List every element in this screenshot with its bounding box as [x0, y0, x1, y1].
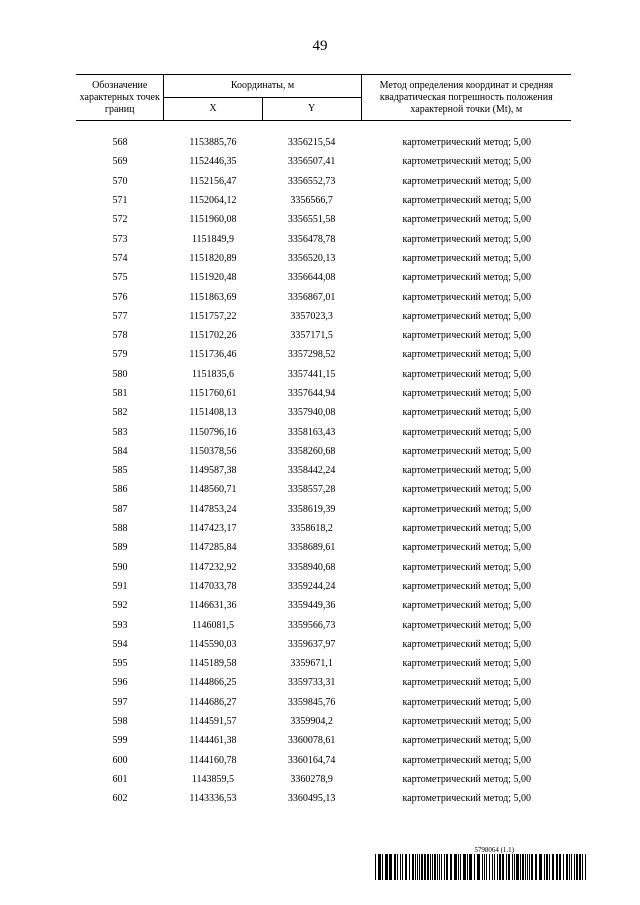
x-cell: 1145189,58	[189, 658, 237, 670]
barcode-bar	[446, 854, 448, 880]
barcode-bar	[489, 854, 490, 880]
y-cell: 3359733,31	[287, 677, 336, 689]
table-row	[76, 229, 571, 248]
method-cell: картометрический метод; 5,00	[402, 349, 531, 361]
x-cell: 1144160,78	[189, 754, 237, 766]
point-id-cell: 580	[112, 368, 128, 380]
barcode-bar	[566, 854, 568, 880]
barcode-bar	[409, 854, 410, 880]
barcode-bar	[502, 854, 504, 880]
point-id-cell: 599	[112, 735, 128, 747]
barcode-bar	[450, 854, 452, 880]
method-cell: картометрический метод; 5,00	[402, 619, 531, 631]
method-cell: картометрический метод; 5,00	[402, 600, 531, 612]
x-cell: 1144866,25	[189, 677, 237, 689]
barcode-bar	[535, 854, 537, 880]
method-cell: картометрический метод; 5,00	[402, 445, 531, 457]
x-cell: 1151757,22	[189, 310, 237, 322]
point-id-cell: 584	[112, 445, 128, 457]
table-row	[76, 673, 571, 692]
table-row	[76, 152, 571, 171]
table-row	[76, 210, 571, 229]
x-cell: 1144461,38	[189, 735, 237, 747]
barcode-bar	[482, 854, 483, 880]
barcode-bar	[508, 854, 510, 880]
point-id-cell: 572	[112, 214, 128, 226]
barcode-bar	[527, 854, 528, 880]
barcode-bar	[421, 854, 423, 880]
x-cell: 1147853,24	[189, 503, 237, 515]
y-cell: 3357644,94	[287, 388, 336, 399]
barcode-bar	[400, 854, 401, 880]
x-cell: 1152064,12	[189, 195, 237, 207]
x-cell: 1151736,46	[189, 349, 237, 361]
method-cell: картометрический метод; 5,00	[402, 561, 531, 573]
barcode-bar	[516, 854, 519, 880]
y-cell: 3356478,78	[287, 233, 336, 245]
y-cell: 3356507,41	[287, 156, 336, 168]
barcode-bar	[484, 854, 485, 880]
y-cell: 3360078,61	[287, 735, 336, 747]
point-id-cell: 577	[112, 310, 128, 322]
y-cell: 3358618,2	[290, 523, 333, 535]
method-cell: картометрический метод; 5,00	[402, 677, 531, 689]
y-cell: 3356520,13	[287, 252, 336, 264]
barcode-bar	[574, 854, 575, 880]
method-cell: картометрический метод; 5,00	[402, 773, 531, 785]
point-id-cell: 583	[112, 426, 128, 438]
header-x: X	[164, 98, 262, 121]
x-cell: 1151702,26	[189, 330, 237, 342]
x-cell: 1150796,16	[189, 426, 237, 438]
barcode-bar	[458, 854, 459, 880]
table-row	[76, 519, 571, 538]
barcode-bar	[494, 854, 495, 880]
method-cell: картометрический метод; 5,00	[402, 465, 531, 477]
x-cell: 1151835,6	[191, 368, 235, 380]
point-id-cell: 570	[112, 175, 128, 187]
barcode-bar	[430, 854, 431, 880]
point-id-cell: 601	[112, 773, 128, 785]
table-row	[76, 268, 571, 287]
barcode-bar	[469, 854, 472, 880]
point-id-cell: 586	[112, 484, 128, 496]
method-cell: картометрический метод; 5,00	[402, 658, 531, 670]
x-cell: 1146081,5	[191, 619, 235, 631]
point-id-cell: 595	[112, 658, 128, 670]
barcode-bar	[552, 854, 554, 880]
method-cell: картометрический метод; 5,00	[402, 407, 531, 419]
barcode-bar	[441, 854, 442, 880]
point-id-cell: 582	[112, 407, 128, 419]
point-id-cell: 598	[112, 716, 128, 728]
barcode-bar	[434, 854, 436, 880]
method-cell: картометрический метод; 5,00	[402, 735, 531, 747]
header-coordinates: Координаты, м	[164, 75, 361, 98]
point-id-cell: 587	[112, 503, 128, 515]
barcode-bar	[427, 854, 429, 880]
barcode-bar	[437, 854, 438, 880]
table-row	[76, 751, 571, 770]
barcode-bar	[512, 854, 513, 880]
table-row	[76, 480, 571, 499]
barcode-bar	[405, 854, 407, 880]
method-cell: картометрический метод; 5,00	[402, 793, 531, 805]
y-cell: 3358940,68	[287, 561, 336, 573]
x-cell: 1147033,78	[189, 580, 237, 592]
table-row	[76, 326, 571, 345]
point-id-cell: 593	[112, 619, 128, 631]
method-cell: картометрический метод; 5,00	[402, 523, 531, 535]
y-cell: 3356215,54	[287, 137, 336, 149]
x-cell: 1144591,57	[189, 716, 237, 728]
barcode-bar	[454, 854, 457, 880]
method-cell: картометрический метод; 5,00	[402, 580, 531, 592]
table-row	[76, 596, 571, 615]
barcode-bar	[467, 854, 468, 880]
y-cell: 3358619,39	[287, 503, 336, 515]
table-row	[76, 500, 571, 519]
barcode-bar	[463, 854, 466, 880]
y-cell: 3360495,13	[287, 793, 336, 805]
table-row	[76, 538, 571, 557]
table-row	[76, 172, 571, 191]
x-cell: 1151760,61	[189, 388, 237, 399]
coordinates-table	[76, 74, 571, 808]
x-cell: 1151408,13	[189, 407, 237, 419]
method-cell: картометрический метод; 5,00	[402, 291, 531, 303]
x-cell: 1152156,47	[189, 175, 237, 187]
method-cell: картометрический метод; 5,00	[402, 310, 531, 322]
point-id-cell: 569	[112, 156, 128, 168]
barcode-bar	[460, 854, 461, 880]
y-cell: 3357171,5	[290, 330, 333, 342]
y-cell: 3358689,61	[287, 542, 336, 554]
y-cell: 3359904,2	[290, 716, 333, 728]
barcode-bar	[417, 854, 418, 880]
barcode-bar	[444, 854, 445, 880]
barcode-icon	[375, 854, 590, 880]
point-id-cell: 594	[112, 638, 128, 650]
x-cell: 1143859,5	[191, 773, 235, 785]
point-id-cell: 590	[112, 561, 128, 573]
method-cell: картометрический метод; 5,00	[402, 156, 531, 168]
barcode-bar	[546, 854, 548, 880]
barcode-bar	[539, 854, 542, 880]
method-cell: картометрический метод; 5,00	[402, 233, 531, 245]
table-row	[76, 249, 571, 268]
barcode-bar	[432, 854, 433, 880]
y-cell: 3357023,3	[290, 310, 333, 322]
table-row	[76, 345, 571, 364]
table-row	[76, 577, 571, 596]
barcode-bar	[585, 854, 586, 880]
y-cell: 3358163,43	[287, 426, 336, 438]
table-row	[76, 712, 571, 731]
x-cell: 1151920,48	[189, 272, 237, 284]
x-cell: 1153885,76	[189, 137, 237, 149]
table-row	[76, 615, 571, 634]
barcode-bar	[525, 854, 526, 880]
barcode-bar	[579, 854, 581, 880]
point-id-cell: 576	[112, 291, 128, 303]
y-cell: 3356552,73	[287, 175, 336, 187]
barcode-bar	[415, 854, 416, 880]
table-row	[76, 287, 571, 306]
table-row	[76, 307, 571, 326]
barcode-bar	[424, 854, 426, 880]
table-row	[76, 384, 571, 403]
method-cell: картометрический метод; 5,00	[402, 754, 531, 766]
table-row	[76, 731, 571, 750]
barcode-bar	[419, 854, 420, 880]
point-id-cell: 573	[112, 233, 128, 245]
barcode-bar	[477, 854, 480, 880]
barcode-bar	[544, 854, 545, 880]
method-cell: картометрический метод; 5,00	[402, 716, 531, 728]
table-header	[76, 75, 571, 121]
x-cell: 1148560,71	[189, 484, 237, 496]
table-row	[76, 191, 571, 210]
method-cell: картометрический метод; 5,00	[402, 175, 531, 187]
barcode-caption: 5798064 (1.1)	[474, 846, 514, 854]
barcode-bar	[378, 854, 381, 880]
barcode-bar	[402, 854, 403, 880]
y-cell: 3357940,08	[287, 407, 336, 419]
barcode-bar	[394, 854, 396, 880]
y-cell: 3359449,36	[287, 600, 336, 612]
x-cell: 1149587,38	[189, 465, 237, 477]
x-cell: 1143336,53	[189, 793, 237, 805]
y-cell: 3360164,74	[287, 754, 336, 766]
point-id-cell: 574	[112, 252, 128, 264]
barcode-bar	[497, 854, 498, 880]
barcode-bar	[375, 854, 376, 880]
method-cell: картометрический метод; 5,00	[402, 368, 531, 380]
method-cell: картометрический метод; 5,00	[402, 252, 531, 264]
y-cell: 3358260,68	[287, 445, 336, 457]
point-id-cell: 596	[112, 677, 128, 689]
barcode-bar	[569, 854, 570, 880]
table-row	[76, 558, 571, 577]
point-id-cell: 589	[112, 542, 128, 554]
barcode-bar	[529, 854, 530, 880]
point-id-cell: 588	[112, 523, 128, 535]
table-row	[76, 635, 571, 654]
point-id-cell: 591	[112, 580, 128, 592]
barcode-bar	[549, 854, 550, 880]
barcode-area	[375, 846, 590, 880]
x-cell: 1146631,36	[189, 600, 237, 612]
y-cell: 3360278,9	[290, 773, 333, 785]
method-cell: картометрический метод; 5,00	[402, 272, 531, 284]
table-row	[76, 654, 571, 673]
point-id-cell: 568	[112, 137, 128, 149]
y-cell: 3356551,58	[287, 214, 336, 226]
table-row	[76, 422, 571, 441]
table-row	[76, 770, 571, 789]
table-row	[76, 442, 571, 461]
barcode-bar	[499, 854, 501, 880]
method-cell: картометрический метод; 5,00	[402, 484, 531, 496]
table-body	[76, 133, 571, 808]
x-cell: 1145590,03	[189, 638, 237, 650]
barcode-bar	[559, 854, 561, 880]
method-cell: картометрический метод; 5,00	[402, 542, 531, 554]
x-cell: 1151820,89	[189, 252, 237, 264]
y-cell: 3356566,7	[290, 195, 333, 207]
barcode-bar	[474, 854, 475, 880]
table-row	[76, 461, 571, 480]
y-cell: 3359244,24	[287, 580, 336, 592]
point-id-cell: 602	[112, 793, 128, 805]
barcode-bar	[389, 854, 392, 880]
point-id-cell: 597	[112, 696, 128, 708]
method-cell: картометрический метод; 5,00	[402, 503, 531, 515]
table-row	[76, 789, 571, 808]
y-cell: 3359845,76	[287, 696, 336, 708]
barcode-bar	[556, 854, 558, 880]
barcode-bar	[486, 854, 487, 880]
barcode-bar	[492, 854, 493, 880]
x-cell: 1151960,08	[189, 214, 237, 226]
y-cell: 3359637,97	[287, 638, 336, 650]
x-cell: 1147423,17	[189, 523, 237, 535]
method-cell: картометрический метод; 5,00	[402, 330, 531, 342]
header-method: Метод определения координат и средняя квадратическая погрешность положения характерной точки (Mt), м	[361, 75, 571, 121]
method-cell: картометрический метод; 5,00	[402, 426, 531, 438]
barcode-bar	[385, 854, 388, 880]
method-cell: картометрический метод; 5,00	[402, 638, 531, 650]
x-cell: 1151863,69	[189, 291, 237, 303]
barcode-bar	[439, 854, 440, 880]
method-cell: картометрический метод; 5,00	[402, 214, 531, 226]
table-row	[76, 133, 571, 152]
point-id-cell: 571	[112, 195, 128, 207]
x-cell: 1144686,27	[189, 696, 237, 708]
y-cell: 3356867,01	[287, 291, 336, 303]
point-id-cell: 581	[112, 388, 128, 399]
barcode-bar	[397, 854, 398, 880]
barcode-bar	[520, 854, 521, 880]
x-cell: 1147232,92	[189, 561, 237, 573]
barcode-bar	[563, 854, 564, 880]
header-point: Обозначение характерных точек границ	[76, 75, 164, 121]
y-cell: 3357298,52	[287, 349, 336, 361]
y-cell: 3359671,1	[290, 658, 333, 670]
x-cell: 1150378,56	[189, 445, 237, 457]
point-id-cell: 600	[112, 754, 128, 766]
method-cell: картометрический метод; 5,00	[402, 195, 531, 207]
barcode-bar	[506, 854, 507, 880]
barcode-bar	[582, 854, 583, 880]
barcode-bar	[382, 854, 383, 880]
barcode-bar	[412, 854, 414, 880]
x-cell: 1147285,84	[189, 542, 237, 554]
y-cell: 3356644,08	[287, 272, 336, 284]
table-row	[76, 403, 571, 422]
point-id-cell: 578	[112, 330, 128, 342]
y-cell: 3359566,73	[287, 619, 336, 631]
point-id-cell: 592	[112, 600, 128, 612]
barcode-bar	[571, 854, 572, 880]
method-cell: картометрический метод; 5,00	[402, 137, 531, 149]
header-y: Y	[262, 98, 361, 121]
y-cell: 3357441,15	[287, 368, 336, 380]
y-cell: 3358557,28	[287, 484, 336, 496]
table-row	[76, 365, 571, 384]
barcode-bar	[522, 854, 524, 880]
point-id-cell: 585	[112, 465, 128, 477]
method-cell: картометрический метод; 5,00	[402, 696, 531, 708]
page-number: 49	[312, 38, 328, 54]
x-cell: 1152446,35	[189, 156, 237, 168]
table-row	[76, 693, 571, 712]
y-cell: 3358442,24	[287, 465, 336, 477]
barcode-bar	[576, 854, 578, 880]
point-id-cell: 579	[112, 349, 128, 361]
barcode-bar	[531, 854, 533, 880]
barcode-bar	[514, 854, 515, 880]
point-id-cell: 575	[112, 272, 128, 284]
method-cell: картометрический метод; 5,00	[402, 388, 531, 399]
x-cell: 1151849,9	[191, 233, 235, 245]
